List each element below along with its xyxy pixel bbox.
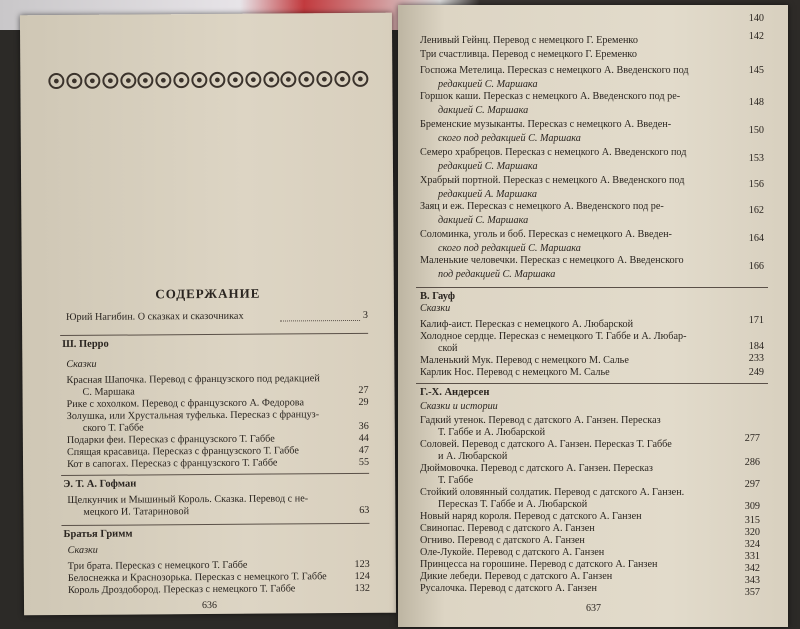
page-number: 124	[354, 570, 370, 582]
toc-entry: Семеро храбрецов. Пересказ с немецкого А. Введенского под	[420, 147, 687, 158]
toc-entry-cont: мецкого И. Татариновой	[83, 506, 190, 518]
toc-entry: Гадкий утенок. Перевод с датского А. Ганзен. Пересказ	[420, 415, 661, 426]
author-heading: Братья Гримм	[63, 528, 133, 541]
page-number: 36	[358, 420, 369, 432]
toc-entry: Три счастливца. Перевод с немецкого Г. Еременко	[420, 49, 637, 60]
toc-entry: Госпожа Метелица. Пересказ с немецкого А. Введенского под	[420, 65, 689, 76]
page-number: 55	[358, 456, 370, 468]
divider	[416, 383, 768, 384]
page-number: 331	[744, 551, 760, 562]
toc-entry: Кот в сапогах. Пересказ с французского Т. Габбе	[67, 457, 278, 470]
divider	[61, 473, 369, 476]
page-folio: 636	[201, 599, 218, 612]
toc-entry: Дюймовочка. Перевод с датского А. Ганзен. Пересказ	[420, 463, 653, 474]
page-number: 309	[744, 501, 760, 512]
toc-entry-cont: дакцией С. Маршака	[438, 105, 529, 116]
toc-entry: Соловей. Перевод с датского А. Ганзен. Пересказ Т. Габбе	[420, 439, 672, 450]
toc-entry: Оле-Лукойе. Перевод с датского А. Ганзен	[420, 547, 605, 558]
toc-entry: Карлик Нос. Перевод с немецкого М. Салье	[420, 367, 610, 378]
toc-entry-cont: Т. Габбе	[438, 475, 474, 486]
toc-entry: Ленивый Гейнц. Перевод с немецкого Г. Еременко	[420, 35, 638, 46]
toc-entry: Белоснежка и Краснозорька. Пересказ с немецкого Т. Габбе	[67, 571, 327, 584]
page-number: 357	[744, 587, 760, 598]
divider	[416, 287, 768, 288]
page-number: 166	[748, 261, 764, 272]
page-number: 164	[748, 233, 764, 244]
toc-entry: Новый наряд короля. Перевод с датского А. Ганзен	[420, 511, 642, 522]
page-number: 324	[744, 539, 760, 550]
page-number: 233	[748, 353, 764, 364]
toc-entry: Свинопас. Перевод с датского А. Ганзен	[420, 523, 595, 534]
toc-entry: Бременские музыканты. Пересказ с немецкого А. Введен-	[420, 119, 672, 130]
left-page	[20, 13, 396, 616]
toc-entry-cont: ского Т. Габбе	[82, 422, 144, 434]
page-number: 297	[744, 479, 760, 490]
page-number: 277	[744, 433, 760, 444]
page-number: 140	[748, 13, 764, 24]
toc-entry: Дикие лебеди. Перевод с датского А. Ганзен	[420, 571, 613, 582]
section-label: Сказки	[420, 303, 451, 314]
toc-entry-cont: ского под редакцией С. Маршака	[438, 243, 581, 254]
toc-entry-cont: редакцией С. Маршака	[438, 161, 538, 172]
right-page	[398, 5, 788, 627]
page-number: 44	[358, 432, 369, 444]
toc-entry: Спящая красавица. Пересказ с французского Т. Габбе	[66, 445, 299, 458]
page-number: 123	[354, 558, 370, 570]
page-number: 171	[748, 315, 764, 326]
toc-entry-cont: Т. Габбе и А. Любарской	[438, 427, 546, 438]
page-number: 142	[748, 31, 764, 42]
page-number: 3	[362, 309, 369, 321]
toc-entry: Юрий Нагибин. О сказках и сказочниках	[65, 310, 244, 323]
page-number: 343	[744, 575, 760, 586]
page-folio: 637	[586, 603, 601, 614]
page-number: 145	[748, 65, 764, 76]
toc-entry: Маленькие человечки. Пересказ с немецкого А. Введенского	[420, 255, 684, 266]
author-heading: В. Гауф	[420, 291, 455, 302]
toc-entry: Золушка, или Хрустальная туфелька. Пересказ с француз-	[66, 409, 320, 422]
toc-entry: Рике с хохолком. Перевод с французского А. Федорова	[66, 397, 305, 410]
page-number: 162	[748, 205, 764, 216]
toc-entry: Горшок каши. Пересказ с немецкого А. Введенского под ре-	[420, 91, 681, 102]
page-number: 184	[748, 341, 764, 352]
page-number: 27	[358, 384, 369, 396]
toc-entry: Три брата. Пересказ с немецкого Т. Габбе	[67, 559, 248, 572]
page-number: 315	[744, 515, 760, 526]
toc-entry-cont: под редакцией С. Маршака	[438, 269, 556, 280]
toc-entry: Холодное сердце. Пересказ с немецкого Т. Габбе и А. Любар-	[420, 331, 687, 342]
toc-entry-cont: Пересказ Т. Габбе и А. Любарской	[438, 499, 588, 510]
toc-entry: Русалочка. Перевод с датского А. Ганзен	[420, 583, 597, 594]
toc-entry: Маленький Мук. Перевод с немецкого М. Салье	[420, 355, 629, 366]
section-label: Сказки и истории	[420, 401, 498, 412]
toc-entry: Король Дроздобород. Пересказ с немецкого Т. Габбе	[67, 583, 296, 596]
toc-entry: Красная Шапочка. Перевод с французского под редакцией	[66, 373, 320, 386]
toc-entry: Подарки феи. Пересказ с французского Т. Габбе	[66, 433, 275, 446]
toc-entry-cont: С. Маршака	[82, 386, 135, 398]
author-heading: Ш. Перро	[62, 338, 109, 351]
toc-entry: Стойкий оловянный солдатик. Перевод с датского А. Ганзен.	[420, 487, 685, 498]
ornament-border	[48, 67, 368, 93]
page-number: 156	[748, 179, 764, 190]
toc-entry-cont: ской	[438, 343, 458, 354]
toc-entry-cont: ского под редакцией С. Маршака	[438, 133, 581, 144]
divider	[60, 333, 368, 336]
page-number: 132	[354, 582, 370, 594]
page-number: 286	[744, 457, 760, 468]
toc-entry: Храбрый портной. Пересказ с немецкого А. Введенского под	[420, 175, 685, 186]
toc-entry-cont: редакцией С. Маршака	[438, 79, 538, 90]
page-number: 249	[748, 367, 764, 378]
section-label: Сказки	[67, 544, 98, 556]
toc-entry: Принцесса на горошине. Перевод с датского А. Ганзен	[420, 559, 658, 570]
page-number: 63	[359, 504, 370, 516]
page-number: 150	[748, 125, 764, 136]
divider	[61, 523, 369, 526]
toc-entry: Огниво. Перевод с датского А. Ганзен	[420, 535, 585, 546]
toc-entry: Щелкунчик и Мышиный Король. Сказка. Перевод с не-	[67, 493, 309, 506]
section-label: Сказки	[66, 358, 97, 370]
toc-entry-cont: редакцией А. Маршака	[438, 189, 537, 200]
page-number: 47	[358, 444, 369, 456]
author-heading: Э. Т. А. Гофман	[63, 478, 137, 491]
toc-entry: Калиф-аист. Пересказ с немецкого А. Любарской	[420, 319, 634, 330]
page-number: 29	[358, 396, 369, 408]
toc-entry: Соломинка, уголь и боб. Пересказ с немецкого А. Введен-	[420, 229, 672, 240]
toc-entry: Заяц и еж. Пересказ с немецкого А. Введенского под ре-	[420, 201, 664, 212]
toc-entry-cont: и А. Любарской	[438, 451, 508, 462]
toc-entry-cont: дакцией С. Маршака	[438, 215, 529, 226]
page-number: 342	[744, 563, 760, 574]
author-heading: Г.-Х. Андерсен	[420, 387, 490, 398]
contents-heading: СОДЕРЖАНИЕ	[155, 285, 261, 302]
page-number: 320	[744, 527, 760, 538]
page-number: 153	[748, 153, 764, 164]
page-number: 148	[748, 97, 764, 108]
